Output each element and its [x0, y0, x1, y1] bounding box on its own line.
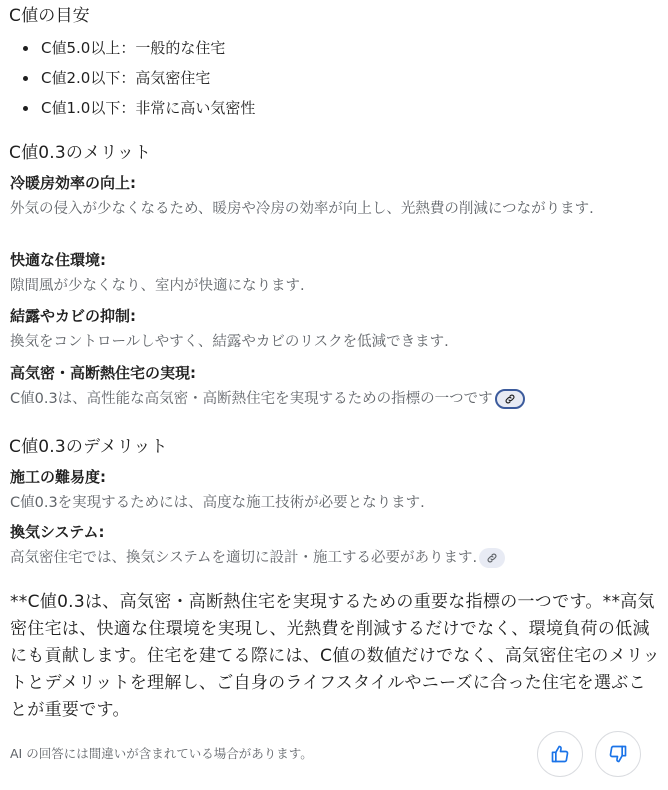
thumbs-down-icon	[608, 744, 628, 764]
demerit-item	[10, 521, 660, 571]
demerit-title: 換気システム:	[10, 523, 105, 541]
demerits-heading: C値0.3のデメリット	[9, 437, 168, 457]
source-link-chip[interactable]	[495, 389, 525, 409]
thumbs-up-button[interactable]	[537, 731, 583, 777]
merit-body: 外気の侵入が少なくなるため、暖房や冷房の効率が向上し、光熱費の削減につながります.	[10, 201, 594, 217]
merits-heading: C値0.3のメリット	[9, 143, 152, 163]
list-item: • C値1.0以下：非常に高い気密性	[39, 93, 255, 123]
demerit-item	[10, 466, 660, 516]
summary-paragraph: **C値0.3は、高気密・高断熱住宅を実現するための重要な指標の一つです。**高気密住宅は、快適な住環境を実現し、光熱費を削減するだけでなく、環境負荷の低減にも貢献します。住宅を建てる際には、C値の数値だけでなく、高気密住宅のメリットとデメリットを理解し、ご自身のライフスタイルやニーズに合った住宅を選ぶことが重要です。	[10, 592, 660, 720]
merit-body: 隙間風が少なくなり、室内が快適になります.	[10, 278, 305, 294]
guide-list	[17, 33, 255, 123]
disclaimer-text: AI の回答には間違いが含まれている場合があります。	[10, 746, 313, 761]
merit-body: C値0.3は、高性能な高気密・高断熱住宅を実現するための指標の一つです	[10, 391, 493, 407]
merit-item	[10, 305, 660, 355]
list-item: • C値2.0以下：高気密住宅	[39, 63, 255, 93]
merit-title: 高気密・高断熱住宅の実現:	[10, 364, 196, 382]
demerit-title: 施工の難易度:	[10, 468, 106, 486]
merit-item	[10, 249, 660, 299]
merit-title: 快適な住環境:	[10, 251, 106, 269]
thumbs-down-button[interactable]	[595, 731, 641, 777]
link-icon	[504, 393, 516, 405]
demerit-body: 高気密住宅では、換気システムを適切に設計・施工する必要があります.	[10, 550, 478, 566]
merit-title: 結露やカビの抑制:	[10, 307, 136, 325]
merit-item	[10, 172, 660, 222]
demerit-body: C値0.3を実現するためには、高度な施工技術が必要となります.	[10, 495, 425, 511]
merit-item	[10, 362, 660, 412]
merit-title: 冷暖房効率の向上:	[10, 174, 136, 192]
list-item: • C値5.0以上：一般的な住宅	[39, 33, 255, 63]
thumbs-up-icon	[550, 744, 570, 764]
merit-body: 換気をコントロールしやすく、結露やカビのリスクを低減できます.	[10, 334, 449, 350]
source-link-chip[interactable]	[479, 548, 505, 568]
link-icon	[486, 552, 498, 564]
guide-heading: C値の目安	[9, 6, 90, 26]
